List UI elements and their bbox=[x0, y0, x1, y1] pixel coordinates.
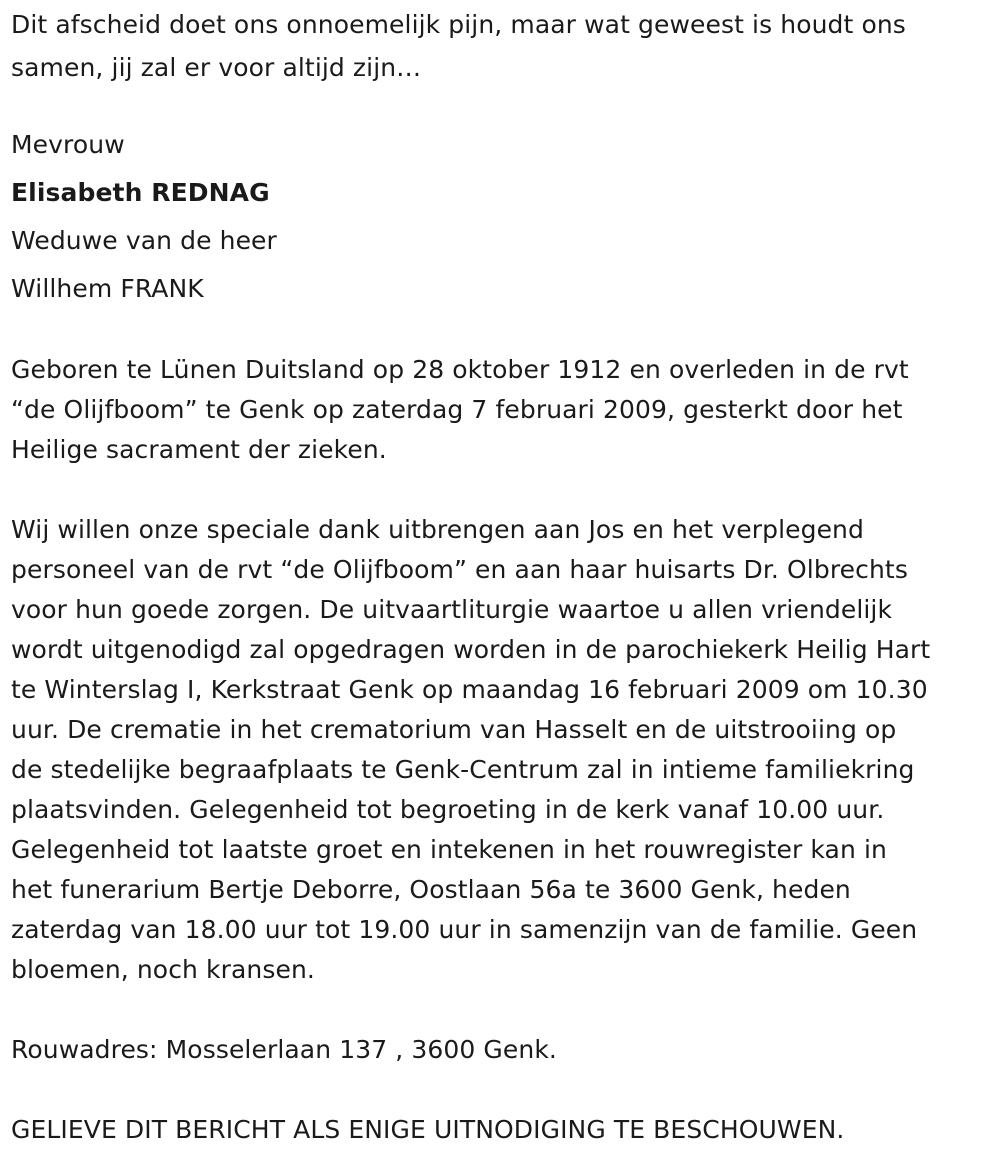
text-line: bloemen, noch kransen. bbox=[11, 955, 315, 984]
text-line: Dit afscheid doet ons onnoemelijk pijn, maar wat geweest is houdt ons bbox=[11, 10, 906, 39]
text-line: Geboren te Lünen Duitsland op 28 oktober 1912 en overleden in de rvt bbox=[11, 355, 909, 384]
salutation: Mevrouw bbox=[11, 130, 125, 159]
deceased-name: Elisabeth REDNAG bbox=[11, 178, 270, 207]
text-line: Wij willen onze speciale dank uitbrengen aan Jos en het verplegend bbox=[11, 515, 864, 544]
closing-notice: GELIEVE DIT BERICHT ALS ENIGE UITNODIGING TE BESCHOUWEN. bbox=[11, 1115, 845, 1144]
text-line: voor hun goede zorgen. De uitvaartliturgie waartoe u allen vriendelijk bbox=[11, 595, 893, 624]
text-line: het funerarium Bertje Deborre, Oostlaan 56a te 3600 Genk, heden bbox=[11, 875, 851, 904]
text-line: wordt uitgenodigd zal opgedragen worden in de parochiekerk Heilig Hart bbox=[11, 635, 931, 664]
mourning-address: Rouwadres: Mosselerlaan 137 , 3600 Genk. bbox=[11, 1035, 557, 1064]
text-line: personeel van de rvt “de Olijfboom” en aan haar huisarts Dr. Olbrechts bbox=[11, 555, 908, 584]
text-line: “de Olijfboom” te Genk op zaterdag 7 februari 2009, gesterkt door het bbox=[11, 395, 903, 424]
text-line: Gelegenheid tot laatste groet en intekenen in het rouwregister kan in bbox=[11, 835, 887, 864]
text-line: uur. De crematie in het crematorium van Hasselt en de uitstrooiing op bbox=[11, 715, 897, 744]
text-line: te Winterslag I, Kerkstraat Genk op maandag 16 februari 2009 om 10.30 bbox=[11, 675, 928, 704]
text-line: Heilige sacrament der zieken. bbox=[11, 435, 387, 464]
spouse-name: Willhem FRANK bbox=[11, 274, 204, 303]
text-line: de stedelijke begraafplaats te Genk-Centrum zal in intieme familiekring bbox=[11, 755, 915, 784]
text-line: samen, jij zal er voor altijd zijn… bbox=[11, 53, 422, 82]
text-line: plaatsvinden. Gelegenheid tot begroeting in de kerk vanaf 10.00 uur. bbox=[11, 795, 885, 824]
text-line: zaterdag van 18.00 uur tot 19.00 uur in samenzijn van de familie. Geen bbox=[11, 915, 918, 944]
relation-text: Weduwe van de heer bbox=[11, 226, 277, 255]
